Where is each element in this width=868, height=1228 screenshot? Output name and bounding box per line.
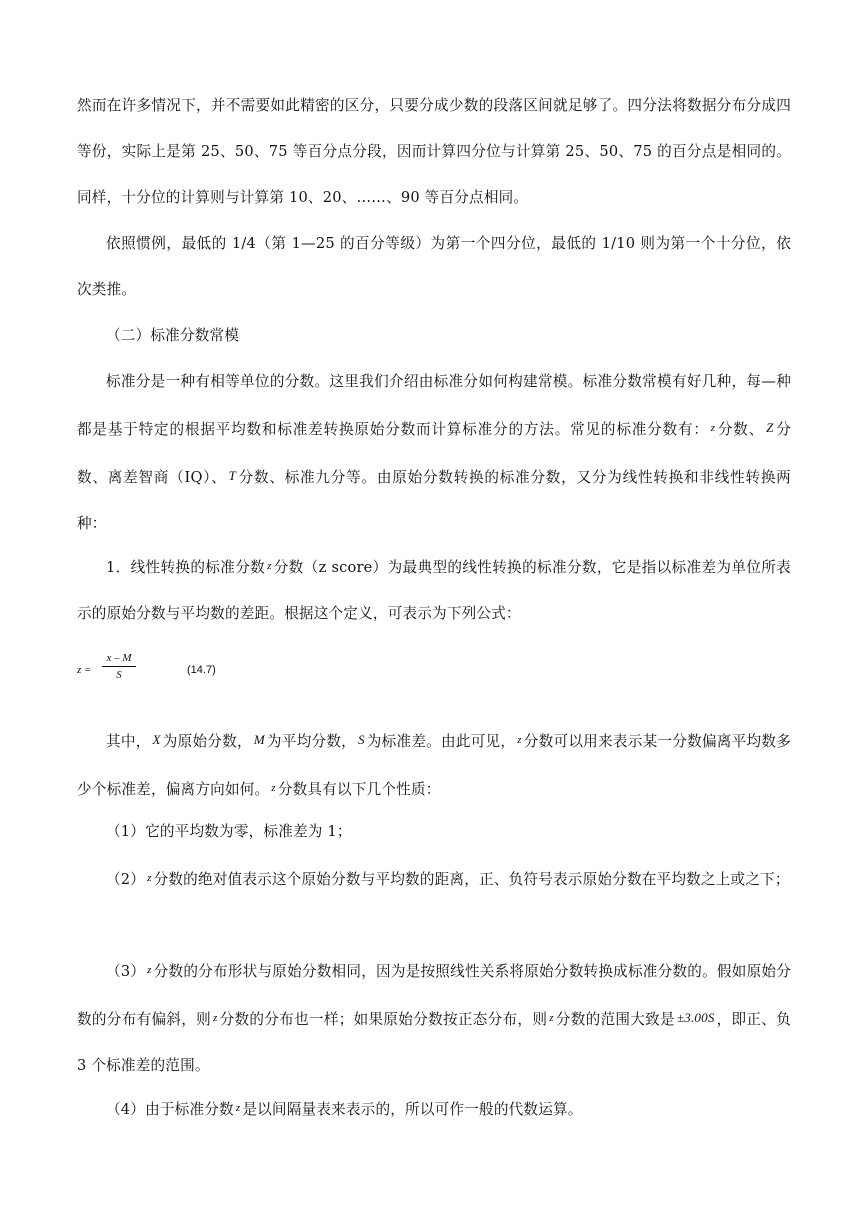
- list-item-3-number: （3）: [106, 963, 146, 980]
- list-item-2: [77, 855, 791, 903]
- linear-text-b: 分数（z score）为最典型的线性转换的标准分数，它是指以标准差为单位所表示的原始分数与平均数的差距。根据这个定义，可表示为下列公式：: [77, 559, 791, 622]
- list-item-4: [77, 1085, 791, 1133]
- formula-lhs: z =: [77, 664, 92, 676]
- where-text-b: 为原始分数，: [162, 733, 252, 750]
- symbol-s: S: [358, 732, 365, 747]
- paragraph-convention-text: 依照惯例，最低的 1/4（第 1—25 的百分等级）为第一个四分位，最低的 1/10 则为第一个十分位，依次类推。: [77, 235, 791, 298]
- list-item-1: [77, 809, 791, 855]
- symbol-x: X: [152, 732, 161, 747]
- symbol-t: T: [228, 468, 237, 483]
- symbol-z: z: [147, 964, 152, 976]
- section-heading-standard-score-norm: [77, 313, 791, 359]
- section-heading-text: （二）标准分数常模: [106, 327, 240, 344]
- symbol-range: ±3.00S: [676, 1010, 715, 1025]
- intro-text-b: 分数、: [717, 421, 765, 438]
- symbol-z: z: [147, 872, 152, 884]
- fraction-bar: [102, 666, 136, 667]
- list-item-2-number: （2）: [106, 871, 146, 888]
- intro-text-d: 分数、标准九分等。由原始分数转换的标准分数，又分为线性转换和非线性转换两种：: [77, 469, 791, 532]
- where-text-e: 分数可以用来表示某一分数偏离平均数多少个标准差，偏离方向如何。: [77, 733, 791, 798]
- symbol-m: M: [253, 732, 265, 747]
- where-text-d: 为标准差。由此可见，: [366, 733, 516, 750]
- paragraph-where: [77, 717, 791, 813]
- symbol-z: z: [213, 1012, 218, 1024]
- list-item-3-text-d: ，即正、负 3 个标准差的范围。: [77, 1011, 791, 1074]
- where-text-a: 其中，: [106, 733, 151, 750]
- symbol-z: z: [267, 560, 272, 572]
- where-text-f: 分数具有以下几个性质：: [277, 781, 441, 798]
- formula-denominator: S: [116, 669, 122, 681]
- symbol-z: z: [549, 1012, 554, 1024]
- formula-numerator: x – M: [106, 652, 132, 664]
- symbol-z: z: [235, 1102, 241, 1114]
- paragraph-linear-transform: [77, 543, 791, 637]
- list-item-3: [77, 947, 791, 1089]
- list-item-2-text: 分数的绝对值表示这个原始分数与平均数的距离，正、负符号表示原始分数在平均数之上或之下；: [153, 871, 790, 888]
- symbol-z: z: [517, 734, 522, 746]
- linear-text-a: 1．线性转换的标准分数: [106, 559, 266, 576]
- list-item-3-text-a: 分数的分布形状与原始分数相同，因为是按照线性关系将原始分数转换成标准分数的。假如原始分数的分布有偏斜，则: [77, 963, 792, 1028]
- paragraph-convention: [77, 221, 791, 313]
- list-item-4-text-b: 是以间隔量表来表示的，所以可作一般的代数运算。: [242, 1101, 583, 1118]
- paragraph-standard-score-intro: [77, 359, 791, 547]
- symbol-capital-z: Z: [766, 420, 774, 435]
- list-item-3-text-c: 分数的范围大致是: [555, 1011, 675, 1028]
- list-item-4-text-a: （4）由于标准分数: [106, 1101, 234, 1118]
- intro-text-a: 标准分是一种有相等单位的分数。这里我们介绍由标准分如何构建常模。标准分数常模有好几种，每—种都是基于特定的根据平均数和标准差转换原始分数而计算标准分的方法。常见的标准分数有：: [77, 373, 791, 438]
- symbol-z: z: [710, 422, 716, 434]
- list-item-3-text-b: 分数的分布也一样；如果原始分数按正态分布，则: [219, 1011, 548, 1028]
- intro-text-c: 分数、离差智商（IQ）、: [77, 421, 791, 486]
- formula-fraction: [102, 651, 136, 682]
- paragraph-quartiles: [77, 83, 791, 221]
- symbol-z: z: [271, 782, 276, 794]
- paragraph-quartiles-text: 然而在许多情况下，并不需要如此精密的区分，只要分成少数的段落区间就足够了。四分法将数据分布分成四等份，实际上是第 25、50、75 等百分点分段，因而计算四分位与计算第 25、50、75 的百分点是相同的。同样，十分位的计算则与计算第 10、20、……、90 等百分点相同。: [77, 97, 791, 206]
- list-item-1-text: （1）它的平均数为零，标准差为 1；: [106, 823, 352, 840]
- equation-number: (14.7): [187, 664, 216, 676]
- where-text-c: 为平均分数，: [266, 733, 357, 750]
